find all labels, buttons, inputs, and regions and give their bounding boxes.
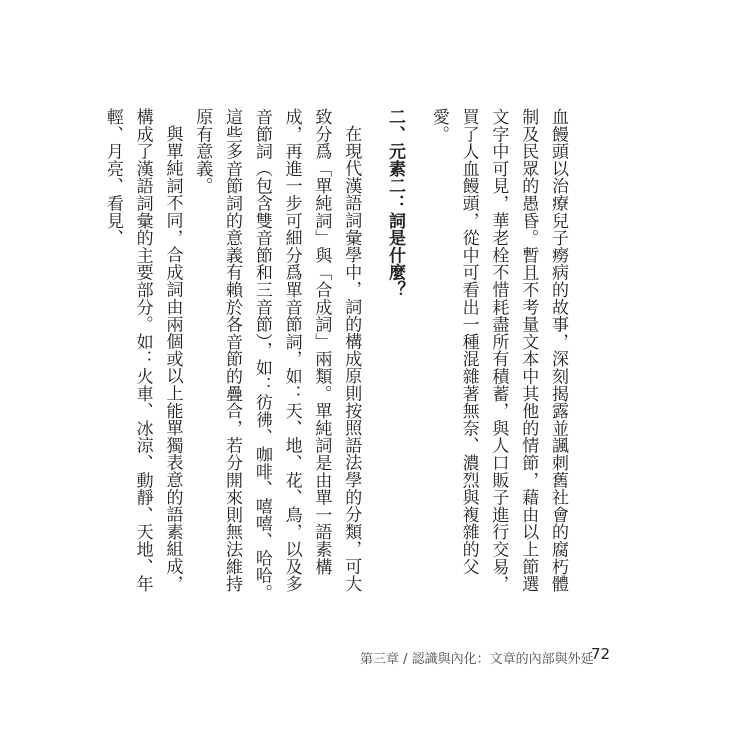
page-number: 72 bbox=[591, 645, 611, 663]
paragraph-continuation: 血饅頭以治療兒子癆病的故事，深刻揭露並諷刺舊社會的腐朽體制及民眾的愚昏。暫且不考量文本中其他的情節，藉由以上節選文字中可見，華老栓不惜耗盡所有積蓄，與人口販子進行交易，買了人血饅頭，從中可看出一種混雜著無奈、濃烈與複雜的父愛。 bbox=[428, 108, 568, 593]
paragraph-compound-words: 與單純詞不同，合成詞由兩個或以上能單獨表意的語素組成，構成了漢語詞彙的主要部分。如：火車、冰涼、動靜、天地、年輕、月亮、看見、 bbox=[102, 108, 183, 593]
paragraph-word-definition: 在現代漢語詞彙學中，詞的構成原則按照語法學的分類，可大致分爲「單純詞」與「合成詞」兩類。單純詞是由單一語素構成，再進一步可細分爲單音節詞，如：天、地、花、鳥，以及多音節詞（包含雙音節和三音節），如：彷彿、咖啡、嘻嘻、哈哈。這些多音節詞的意義有賴於各音節的疊合，若分開來則無法維持原有意義。 bbox=[192, 108, 362, 602]
vertical-text-column bbox=[97, 108, 572, 608]
section-heading: 二、元素二：詞是什麼？ bbox=[385, 108, 406, 299]
running-head: 第三章 / 認識與內化：文章的內部與外延 bbox=[360, 652, 594, 667]
